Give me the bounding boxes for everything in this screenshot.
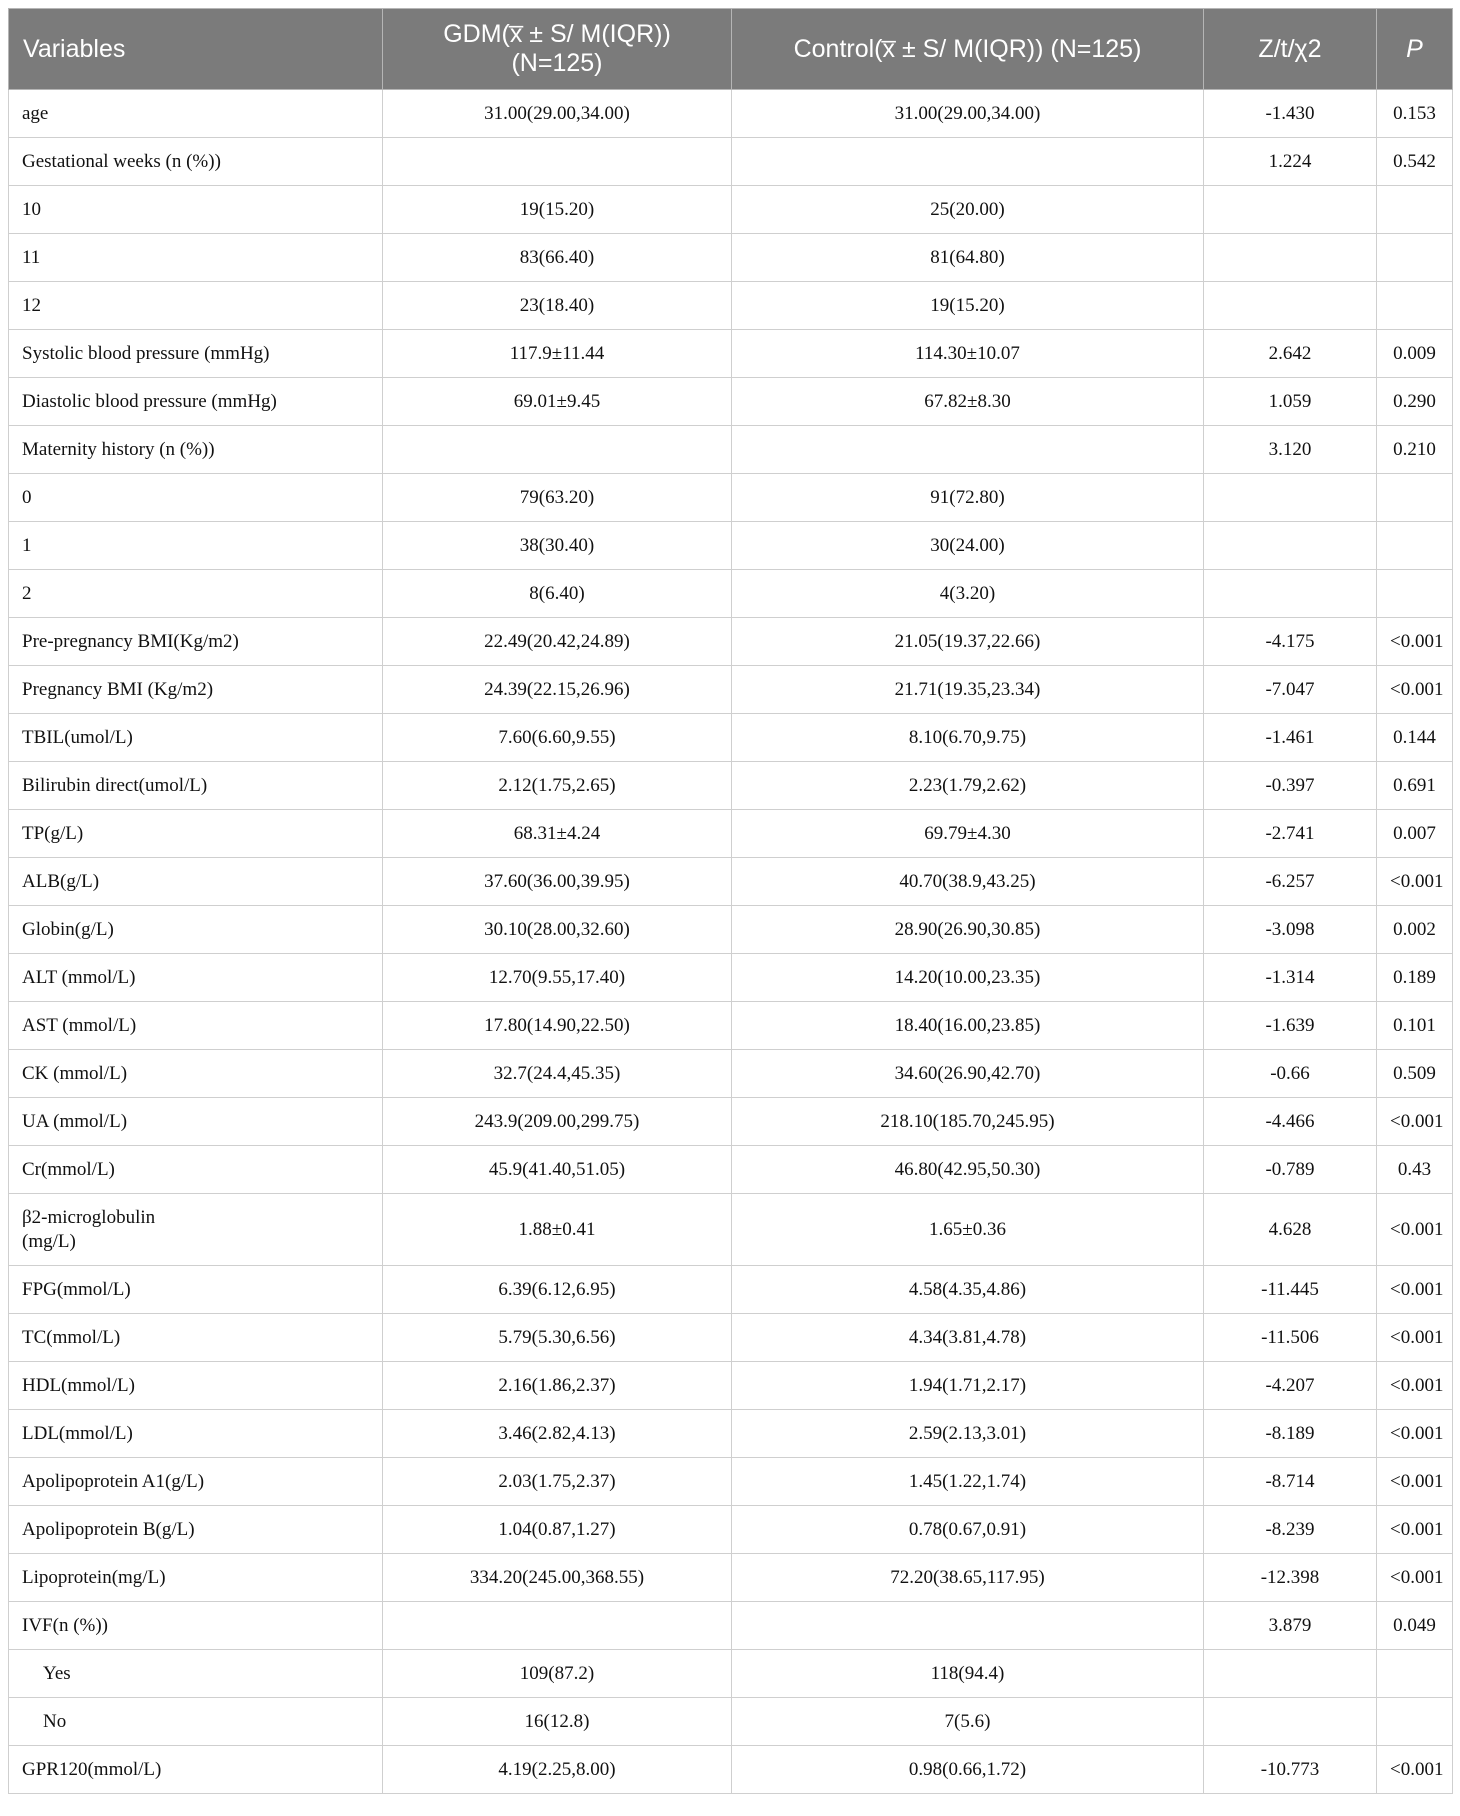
cell-variable: Cr(mmol/L) — [9, 1146, 383, 1194]
table-row — [9, 1650, 1453, 1698]
cell-statistic: -8.189 — [1204, 1410, 1377, 1458]
cell-gdm: 117.9±11.44 — [383, 330, 732, 378]
cell-variable: Pre-pregnancy BMI(Kg/m2) — [9, 618, 383, 666]
cell-variable: Yes — [9, 1650, 383, 1698]
cell-p-value: 0.542 — [1377, 138, 1453, 186]
cell-control: 1.45(1.22,1.74) — [732, 1458, 1204, 1506]
table-row — [9, 282, 1453, 330]
cell-statistic — [1204, 186, 1377, 234]
cell-variable: ALB(g/L) — [9, 858, 383, 906]
cell-variable: Globin(g/L) — [9, 906, 383, 954]
cell-gdm: 31.00(29.00,34.00) — [383, 90, 732, 138]
cell-p-value: 0.101 — [1377, 1002, 1453, 1050]
cell-gdm: 24.39(22.15,26.96) — [383, 666, 732, 714]
table-header — [9, 9, 1453, 90]
cell-statistic — [1204, 282, 1377, 330]
table-row — [9, 1050, 1453, 1098]
cell-p-value: 0.153 — [1377, 90, 1453, 138]
cell-statistic — [1204, 1650, 1377, 1698]
cell-gdm: 8(6.40) — [383, 570, 732, 618]
cell-variable: AST (mmol/L) — [9, 1002, 383, 1050]
header-variables: Variables — [9, 9, 383, 90]
cell-statistic: -11.445 — [1204, 1266, 1377, 1314]
table-row — [9, 1602, 1453, 1650]
cell-variable: 12 — [9, 282, 383, 330]
table-row — [9, 1314, 1453, 1362]
table-row — [9, 1266, 1453, 1314]
cell-statistic — [1204, 474, 1377, 522]
cell-gdm: 17.80(14.90,22.50) — [383, 1002, 732, 1050]
cell-statistic: -0.789 — [1204, 1146, 1377, 1194]
cell-p-value: 0.002 — [1377, 906, 1453, 954]
cell-control: 4.34(3.81,4.78) — [732, 1314, 1204, 1362]
cell-control: 0.78(0.67,0.91) — [732, 1506, 1204, 1554]
cell-control: 67.82±8.30 — [732, 378, 1204, 426]
cell-variable: ALT (mmol/L) — [9, 954, 383, 1002]
cell-gdm: 2.12(1.75,2.65) — [383, 762, 732, 810]
table-row — [9, 1458, 1453, 1506]
cell-variable: 10 — [9, 186, 383, 234]
cell-gdm: 83(66.40) — [383, 234, 732, 282]
cell-p-value — [1377, 474, 1453, 522]
cell-control: 69.79±4.30 — [732, 810, 1204, 858]
cell-statistic: -8.239 — [1204, 1506, 1377, 1554]
cell-gdm: 109(87.2) — [383, 1650, 732, 1698]
cell-control: 91(72.80) — [732, 474, 1204, 522]
cell-p-value: <0.001 — [1377, 666, 1453, 714]
cell-gdm: 30.10(28.00,32.60) — [383, 906, 732, 954]
cell-statistic: 2.642 — [1204, 330, 1377, 378]
cell-control: 1.65±0.36 — [732, 1194, 1204, 1266]
cell-statistic: -1.314 — [1204, 954, 1377, 1002]
cell-control: 25(20.00) — [732, 186, 1204, 234]
cell-statistic: -6.257 — [1204, 858, 1377, 906]
cell-gdm: 12.70(9.55,17.40) — [383, 954, 732, 1002]
table-row — [9, 1362, 1453, 1410]
cell-p-value — [1377, 1650, 1453, 1698]
cell-statistic: -8.714 — [1204, 1458, 1377, 1506]
table-row — [9, 762, 1453, 810]
cell-control: 0.98(0.66,1.72) — [732, 1746, 1204, 1794]
cell-variable: TP(g/L) — [9, 810, 383, 858]
cell-gdm: 19(15.20) — [383, 186, 732, 234]
header-control: Control(x̅ ± S/ M(IQR)) (N=125) — [732, 9, 1204, 90]
cell-variable: β2-microglobulin (mg/L) — [9, 1194, 383, 1266]
cell-statistic: -4.175 — [1204, 618, 1377, 666]
cell-variable: TBIL(umol/L) — [9, 714, 383, 762]
cell-variable: 0 — [9, 474, 383, 522]
table-row — [9, 810, 1453, 858]
table-row — [9, 234, 1453, 282]
cell-p-value — [1377, 570, 1453, 618]
cell-variable: LDL(mmol/L) — [9, 1410, 383, 1458]
cell-statistic: -1.461 — [1204, 714, 1377, 762]
table-row — [9, 474, 1453, 522]
cell-control: 114.30±10.07 — [732, 330, 1204, 378]
table-row — [9, 858, 1453, 906]
table-row — [9, 618, 1453, 666]
cell-control: 21.05(19.37,22.66) — [732, 618, 1204, 666]
cell-gdm — [383, 426, 732, 474]
cell-gdm: 3.46(2.82,4.13) — [383, 1410, 732, 1458]
cell-p-value: 0.144 — [1377, 714, 1453, 762]
header-gdm — [383, 9, 732, 90]
cell-p-value: 0.691 — [1377, 762, 1453, 810]
cell-p-value: <0.001 — [1377, 1362, 1453, 1410]
cell-p-value: <0.001 — [1377, 1266, 1453, 1314]
comparison-table — [8, 8, 1453, 1794]
table-row — [9, 1506, 1453, 1554]
cell-gdm — [383, 1602, 732, 1650]
cell-statistic: -1.639 — [1204, 1002, 1377, 1050]
cell-p-value: 0.43 — [1377, 1146, 1453, 1194]
cell-statistic: -1.430 — [1204, 90, 1377, 138]
cell-variable: Gestational weeks (n (%)) — [9, 138, 383, 186]
cell-gdm: 7.60(6.60,9.55) — [383, 714, 732, 762]
header-statistic: Z/t/χ2 — [1204, 9, 1377, 90]
cell-statistic: -7.047 — [1204, 666, 1377, 714]
cell-p-value: <0.001 — [1377, 1314, 1453, 1362]
cell-control: 14.20(10.00,23.35) — [732, 954, 1204, 1002]
cell-control: 8.10(6.70,9.75) — [732, 714, 1204, 762]
cell-control: 28.90(26.90,30.85) — [732, 906, 1204, 954]
cell-statistic: -11.506 — [1204, 1314, 1377, 1362]
table-row — [9, 1746, 1453, 1794]
cell-variable: Bilirubin direct(umol/L) — [9, 762, 383, 810]
cell-p-value: 0.049 — [1377, 1602, 1453, 1650]
cell-control: 218.10(185.70,245.95) — [732, 1098, 1204, 1146]
cell-variable: CK (mmol/L) — [9, 1050, 383, 1098]
cell-variable: Pregnancy BMI (Kg/m2) — [9, 666, 383, 714]
cell-control — [732, 138, 1204, 186]
table-row — [9, 1194, 1453, 1266]
cell-p-value: <0.001 — [1377, 858, 1453, 906]
cell-variable: Maternity history (n (%)) — [9, 426, 383, 474]
cell-gdm: 2.03(1.75,2.37) — [383, 1458, 732, 1506]
cell-statistic: -12.398 — [1204, 1554, 1377, 1602]
table-row — [9, 90, 1453, 138]
cell-variable: 2 — [9, 570, 383, 618]
cell-gdm: 2.16(1.86,2.37) — [383, 1362, 732, 1410]
cell-gdm — [383, 138, 732, 186]
cell-statistic: -10.773 — [1204, 1746, 1377, 1794]
cell-gdm: 1.04(0.87,1.27) — [383, 1506, 732, 1554]
cell-control: 18.40(16.00,23.85) — [732, 1002, 1204, 1050]
cell-variable: Lipoprotein(mg/L) — [9, 1554, 383, 1602]
cell-control: 81(64.80) — [732, 234, 1204, 282]
cell-control: 2.59(2.13,3.01) — [732, 1410, 1204, 1458]
cell-gdm: 79(63.20) — [383, 474, 732, 522]
table-row — [9, 426, 1453, 474]
cell-variable: IVF(n (%)) — [9, 1602, 383, 1650]
cell-statistic — [1204, 234, 1377, 282]
cell-p-value — [1377, 186, 1453, 234]
cell-variable: Apolipoprotein A1(g/L) — [9, 1458, 383, 1506]
cell-gdm: 38(30.40) — [383, 522, 732, 570]
cell-statistic: -0.66 — [1204, 1050, 1377, 1098]
cell-variable: No — [9, 1698, 383, 1746]
cell-p-value: 0.509 — [1377, 1050, 1453, 1098]
cell-statistic: -0.397 — [1204, 762, 1377, 810]
cell-control: 40.70(38.9,43.25) — [732, 858, 1204, 906]
cell-p-value: 0.290 — [1377, 378, 1453, 426]
cell-gdm: 23(18.40) — [383, 282, 732, 330]
cell-p-value: <0.001 — [1377, 1554, 1453, 1602]
cell-variable: 11 — [9, 234, 383, 282]
table-row — [9, 1098, 1453, 1146]
cell-statistic: -4.207 — [1204, 1362, 1377, 1410]
cell-control: 4.58(4.35,4.86) — [732, 1266, 1204, 1314]
cell-gdm: 16(12.8) — [383, 1698, 732, 1746]
table-row — [9, 666, 1453, 714]
cell-variable: UA (mmol/L) — [9, 1098, 383, 1146]
cell-p-value: <0.001 — [1377, 1746, 1453, 1794]
cell-statistic: -4.466 — [1204, 1098, 1377, 1146]
cell-gdm: 69.01±9.45 — [383, 378, 732, 426]
cell-gdm: 334.20(245.00,368.55) — [383, 1554, 732, 1602]
cell-variable: Systolic blood pressure (mmHg) — [9, 330, 383, 378]
table-body — [9, 90, 1453, 1794]
cell-p-value — [1377, 522, 1453, 570]
cell-gdm: 45.9(41.40,51.05) — [383, 1146, 732, 1194]
cell-p-value: <0.001 — [1377, 1410, 1453, 1458]
cell-control: 1.94(1.71,2.17) — [732, 1362, 1204, 1410]
cell-variable: age — [9, 90, 383, 138]
cell-p-value: <0.001 — [1377, 1458, 1453, 1506]
cell-statistic — [1204, 570, 1377, 618]
cell-variable: GPR120(mmol/L) — [9, 1746, 383, 1794]
cell-control: 118(94.4) — [732, 1650, 1204, 1698]
cell-p-value — [1377, 234, 1453, 282]
cell-gdm: 4.19(2.25,8.00) — [383, 1746, 732, 1794]
cell-variable: HDL(mmol/L) — [9, 1362, 383, 1410]
cell-p-value — [1377, 1698, 1453, 1746]
cell-control — [732, 1602, 1204, 1650]
cell-variable: FPG(mmol/L) — [9, 1266, 383, 1314]
table-row — [9, 1554, 1453, 1602]
table-row — [9, 570, 1453, 618]
cell-statistic: 3.120 — [1204, 426, 1377, 474]
cell-statistic — [1204, 1698, 1377, 1746]
cell-variable: Diastolic blood pressure (mmHg) — [9, 378, 383, 426]
cell-p-value: <0.001 — [1377, 1506, 1453, 1554]
cell-statistic: -3.098 — [1204, 906, 1377, 954]
header-row — [9, 9, 1453, 90]
table-row — [9, 138, 1453, 186]
cell-control: 30(24.00) — [732, 522, 1204, 570]
cell-statistic: -2.741 — [1204, 810, 1377, 858]
cell-variable: Apolipoprotein B(g/L) — [9, 1506, 383, 1554]
cell-gdm: 6.39(6.12,6.95) — [383, 1266, 732, 1314]
cell-p-value: <0.001 — [1377, 1098, 1453, 1146]
cell-gdm: 68.31±4.24 — [383, 810, 732, 858]
cell-control: 31.00(29.00,34.00) — [732, 90, 1204, 138]
cell-control: 34.60(26.90,42.70) — [732, 1050, 1204, 1098]
cell-control: 7(5.6) — [732, 1698, 1204, 1746]
table-row — [9, 1146, 1453, 1194]
cell-control — [732, 426, 1204, 474]
cell-p-value — [1377, 282, 1453, 330]
cell-p-value: 0.189 — [1377, 954, 1453, 1002]
cell-p-value: <0.001 — [1377, 1194, 1453, 1266]
cell-variable: 1 — [9, 522, 383, 570]
cell-statistic: 1.224 — [1204, 138, 1377, 186]
cell-control: 46.80(42.95,50.30) — [732, 1146, 1204, 1194]
cell-gdm: 243.9(209.00,299.75) — [383, 1098, 732, 1146]
data-table-container — [8, 8, 1452, 1794]
header-gdm-text: GDM(x̅ ± S/ M(IQR)) (N=125) — [443, 20, 671, 77]
cell-control: 19(15.20) — [732, 282, 1204, 330]
cell-control: 2.23(1.79,2.62) — [732, 762, 1204, 810]
cell-gdm: 32.7(24.4,45.35) — [383, 1050, 732, 1098]
cell-p-value: 0.210 — [1377, 426, 1453, 474]
cell-statistic: 3.879 — [1204, 1602, 1377, 1650]
cell-control: 21.71(19.35,23.34) — [732, 666, 1204, 714]
table-row — [9, 714, 1453, 762]
cell-statistic: 4.628 — [1204, 1194, 1377, 1266]
cell-p-value: 0.009 — [1377, 330, 1453, 378]
table-row — [9, 186, 1453, 234]
cell-control: 72.20(38.65,117.95) — [732, 1554, 1204, 1602]
table-row — [9, 906, 1453, 954]
table-row — [9, 1410, 1453, 1458]
cell-statistic: 1.059 — [1204, 378, 1377, 426]
table-row — [9, 330, 1453, 378]
table-row — [9, 378, 1453, 426]
cell-gdm: 22.49(20.42,24.89) — [383, 618, 732, 666]
table-row — [9, 522, 1453, 570]
cell-control: 4(3.20) — [732, 570, 1204, 618]
table-row — [9, 954, 1453, 1002]
table-row — [9, 1698, 1453, 1746]
cell-gdm: 37.60(36.00,39.95) — [383, 858, 732, 906]
cell-variable: TC(mmol/L) — [9, 1314, 383, 1362]
cell-p-value: <0.001 — [1377, 618, 1453, 666]
cell-gdm: 1.88±0.41 — [383, 1194, 732, 1266]
cell-gdm: 5.79(5.30,6.56) — [383, 1314, 732, 1362]
table-row — [9, 1002, 1453, 1050]
cell-p-value: 0.007 — [1377, 810, 1453, 858]
header-p-value: P — [1377, 9, 1453, 90]
cell-statistic — [1204, 522, 1377, 570]
